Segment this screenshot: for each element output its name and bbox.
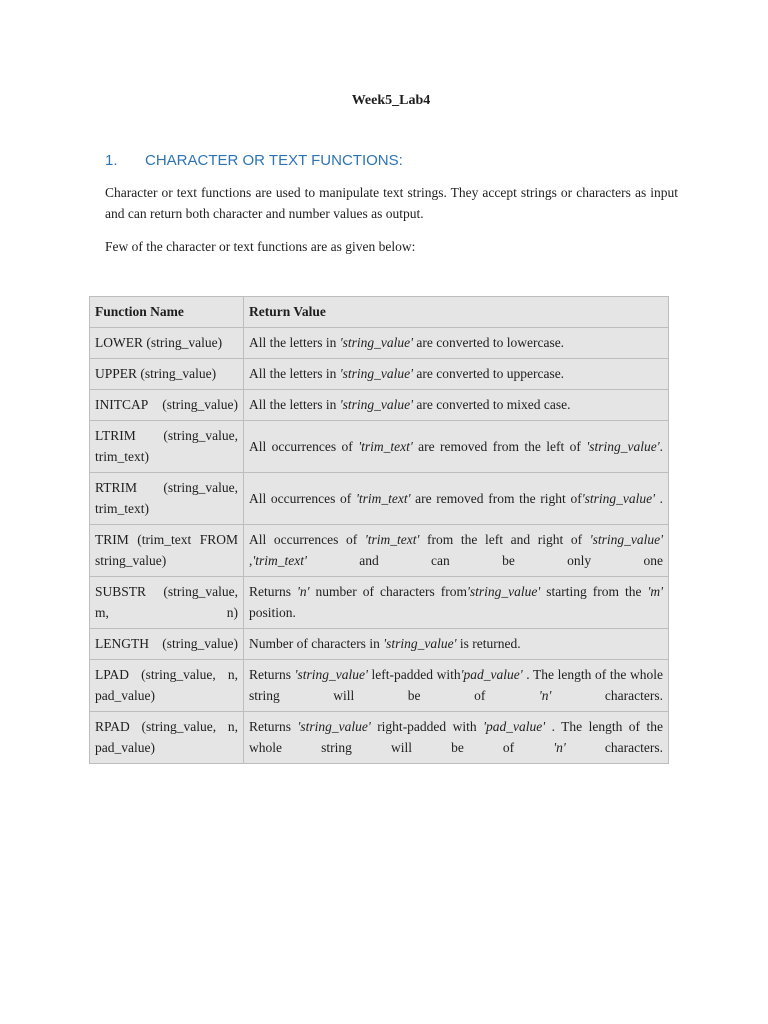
rv-text: All the letters in bbox=[249, 397, 340, 412]
rv-arg: 'trim_text' bbox=[364, 532, 420, 547]
return-value-cell bbox=[244, 473, 669, 525]
table-row bbox=[90, 660, 669, 712]
rv-arg: 'string_value' bbox=[339, 397, 414, 412]
rv-text: starting from the bbox=[540, 584, 648, 599]
rv-text: , bbox=[249, 553, 253, 568]
rv-text: All occurrences of bbox=[249, 532, 365, 547]
function-name-cell: UPPER (string_value) bbox=[90, 359, 244, 390]
intro-paragraph: Character or text functions are used to manipulate text strings. They accept strings or characters as input and can return both character and number values as output. bbox=[105, 185, 678, 221]
table-row bbox=[90, 577, 669, 629]
return-value-cell bbox=[244, 359, 669, 390]
table-row bbox=[90, 525, 669, 577]
rv-text: is returned. bbox=[456, 636, 521, 651]
return-value-cell bbox=[244, 525, 669, 577]
return-value-cell bbox=[244, 328, 669, 359]
rv-text: right-padded with bbox=[370, 719, 484, 734]
rv-arg: 'trim_text' bbox=[252, 553, 307, 568]
rv-arg: 'string_value' bbox=[294, 667, 368, 682]
rv-arg: 'string_value' bbox=[589, 532, 663, 547]
table-row bbox=[90, 359, 669, 390]
rv-text: number of characters from bbox=[309, 584, 467, 599]
rv-text: are converted to mixed case. bbox=[413, 397, 571, 412]
rv-text: . The length of the whole string will be of bbox=[249, 719, 663, 755]
rv-text: Returns bbox=[249, 719, 298, 734]
table-row bbox=[90, 473, 669, 525]
table-header-row bbox=[90, 297, 669, 328]
table-row bbox=[90, 421, 669, 473]
rv-text: All occurrences of bbox=[249, 490, 356, 506]
rv-text: are converted to lowercase. bbox=[413, 335, 565, 350]
table-row bbox=[90, 712, 669, 764]
rv-text: are removed from the right of bbox=[410, 490, 582, 506]
section-heading-text: CHARACTER OR TEXT FUNCTIONS: bbox=[145, 152, 403, 169]
function-name-cell: INITCAP (string_value) bbox=[90, 390, 244, 421]
section-heading bbox=[105, 152, 403, 169]
rv-text: . bbox=[659, 438, 664, 454]
rv-arg: 'm' bbox=[647, 584, 664, 599]
rv-text: characters. bbox=[551, 688, 663, 703]
rv-text: are converted to uppercase. bbox=[413, 366, 565, 381]
return-value-cell bbox=[244, 712, 669, 764]
rv-text: Returns bbox=[249, 667, 295, 682]
rv-arg: 'n' bbox=[538, 688, 552, 703]
functions-table bbox=[89, 296, 669, 764]
rv-text: from the left and right of bbox=[419, 532, 590, 547]
document-title: Week5_Lab4 bbox=[351, 93, 431, 108]
section-number: 1. bbox=[105, 152, 118, 169]
rv-text: characters. bbox=[565, 740, 663, 755]
rv-text: Number of characters in bbox=[249, 636, 384, 651]
rv-text: . The length of the whole string will be of bbox=[249, 667, 663, 703]
return-value-cell bbox=[244, 390, 669, 421]
rv-text: All occurrences of bbox=[249, 438, 359, 454]
rv-text: All the letters in bbox=[249, 335, 340, 350]
function-name-cell: LENGTH (string_value) bbox=[90, 629, 244, 660]
rv-arg: 'trim_text' bbox=[358, 438, 413, 454]
table-row bbox=[90, 629, 669, 660]
return-value-cell bbox=[244, 421, 669, 473]
function-name-cell: LOWER (string_value) bbox=[90, 328, 244, 359]
rv-arg: 'n' bbox=[297, 584, 310, 599]
rv-text: are removed from the left of bbox=[412, 438, 587, 454]
rv-arg: 'string_value' bbox=[339, 366, 414, 381]
function-name-cell: SUBSTR (string_value, m, n) bbox=[90, 577, 244, 629]
rv-text: and can be only one bbox=[306, 553, 663, 568]
table-row bbox=[90, 390, 669, 421]
rv-arg: 'string_value' bbox=[297, 719, 371, 734]
return-value-cell bbox=[244, 660, 669, 712]
return-value-cell bbox=[244, 577, 669, 629]
header-function-name: Function Name bbox=[90, 297, 244, 328]
rv-arg: 'pad_value' bbox=[483, 719, 546, 734]
rv-arg: 'string_value' bbox=[339, 335, 414, 350]
rv-arg: 'string_value' bbox=[383, 636, 457, 651]
return-value-cell bbox=[244, 629, 669, 660]
rv-arg: 'string_value' bbox=[586, 438, 660, 454]
rv-text: Returns bbox=[249, 584, 297, 599]
list-intro-paragraph: Few of the character or text functions are as given below: bbox=[105, 239, 416, 254]
rv-text: . bbox=[654, 490, 664, 506]
rv-arg: 'n' bbox=[553, 740, 566, 755]
rv-text: left-padded with bbox=[367, 667, 461, 682]
table-row bbox=[90, 328, 669, 359]
function-name-cell: RTRIM (string_value, trim_text) bbox=[90, 473, 244, 525]
header-return-value: Return Value bbox=[244, 297, 669, 328]
rv-text: position. bbox=[249, 605, 296, 620]
function-name-cell: LTRIM (string_value, trim_text) bbox=[90, 421, 244, 473]
function-name-cell: RPAD (string_value, n, pad_value) bbox=[90, 712, 244, 764]
rv-arg: 'string_value' bbox=[466, 584, 541, 599]
rv-text: All the letters in bbox=[249, 366, 340, 381]
rv-arg: 'string_value' bbox=[581, 490, 655, 506]
function-name-cell: LPAD (string_value, n, pad_value) bbox=[90, 660, 244, 712]
function-name-cell: TRIM (trim_text FROM string_value) bbox=[90, 525, 244, 577]
rv-arg: 'pad_value' bbox=[460, 667, 523, 682]
rv-arg: 'trim_text' bbox=[355, 490, 411, 506]
